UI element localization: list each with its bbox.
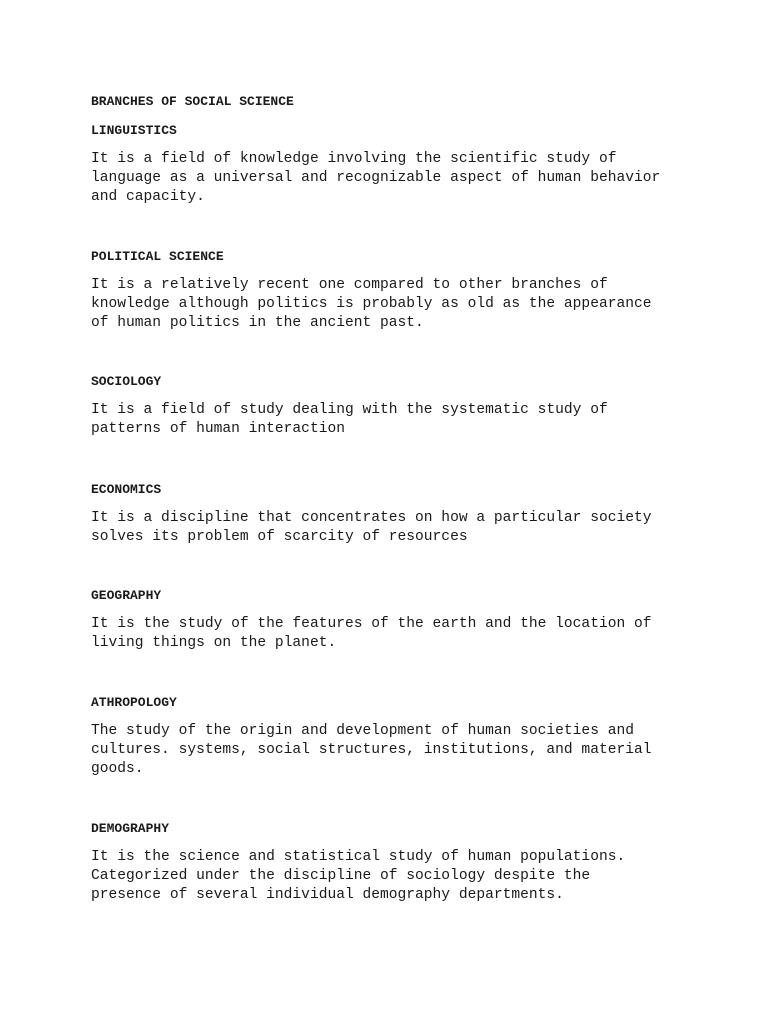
- body-line: The study of the origin and development of human societies and: [91, 723, 634, 739]
- body-line: living things on the planet.: [91, 635, 337, 652]
- body-line: presence of several individual demography departments.: [91, 887, 564, 904]
- body-line: It is the study of the features of the earth and the location of: [91, 616, 652, 632]
- body-line: language as a universal and recognizable aspect of human behavior: [91, 170, 661, 187]
- body-line: patterns of human interaction: [91, 421, 345, 438]
- section-athropology: [91, 693, 731, 780]
- section-body: [91, 615, 731, 653]
- section-body: [91, 150, 731, 208]
- body-line: and capacity.: [91, 189, 205, 206]
- section-heading: GEOGRAPHY: [91, 588, 162, 603]
- section-linguistics: [91, 121, 731, 208]
- document-title: BRANCHES OF SOCIAL SCIENCE: [91, 94, 294, 109]
- body-line: It is a field of knowledge involving the scientific study of: [91, 151, 617, 167]
- section-heading: ECONOMICS: [91, 482, 162, 497]
- section-heading: SOCIOLOGY: [91, 374, 162, 389]
- section-body: [91, 401, 731, 439]
- body-line: It is a relatively recent one compared to other branches of: [91, 277, 608, 293]
- section-economics: [91, 480, 731, 547]
- section-body: [91, 722, 731, 780]
- section-heading: DEMOGRAPHY: [91, 821, 170, 836]
- section-heading: LINGUISTICS: [91, 123, 177, 138]
- body-line: of human politics in the ancient past.: [91, 315, 424, 332]
- section-body: [91, 848, 731, 906]
- section-heading: ATHROPOLOGY: [91, 695, 177, 710]
- body-line: cultures. systems, social structures, institutions, and material: [91, 742, 652, 759]
- body-line: It is the science and statistical study of human populations.: [91, 849, 626, 865]
- body-line: Categorized under the discipline of sociology despite the: [91, 868, 591, 885]
- section-body: [91, 509, 731, 547]
- body-line: It is a field of study dealing with the systematic study of: [91, 402, 608, 418]
- section-political-science: [91, 247, 731, 334]
- section-body: [91, 276, 731, 334]
- section-sociology: [91, 372, 731, 439]
- body-line: goods.: [91, 761, 144, 778]
- body-line: solves its problem of scarcity of resources: [91, 529, 468, 546]
- section-demography: [91, 819, 731, 906]
- section-geography: [91, 586, 731, 653]
- body-line: knowledge although politics is probably as old as the appearance: [91, 296, 652, 313]
- body-line: It is a discipline that concentrates on how a particular society: [91, 510, 652, 526]
- section-heading: POLITICAL SCIENCE: [91, 249, 224, 264]
